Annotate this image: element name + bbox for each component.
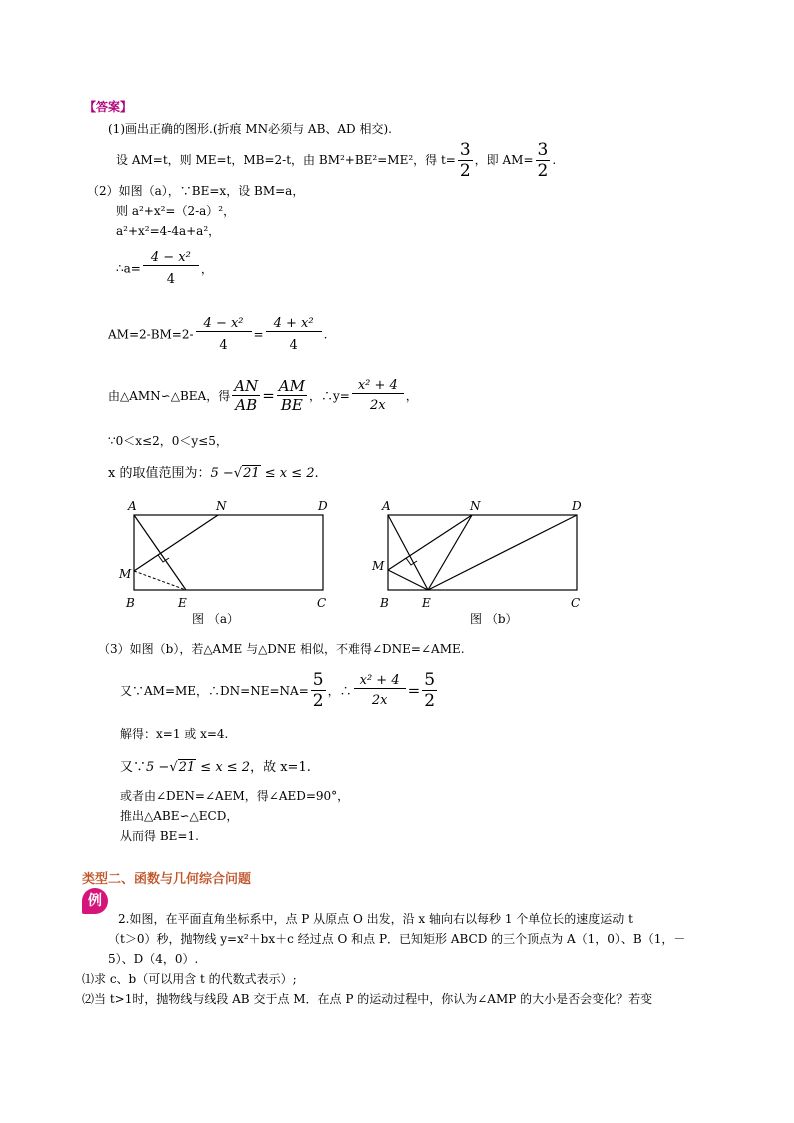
part1-line2 (116, 140, 556, 181)
similar-prefix: 由△AMN∽△BEA，得 (108, 389, 231, 403)
am-fraction-1 (196, 316, 252, 353)
part1-line2-end: . (552, 153, 557, 167)
eq-right-denominator: 2 (424, 691, 436, 711)
part2-line2: 则 a²+x²=（2-a）²， (116, 204, 236, 218)
am1-numerator: 4 − x² (203, 316, 244, 331)
am-fraction-2 (266, 316, 322, 353)
range-end: . (314, 466, 319, 481)
range-left: 5 − (210, 466, 234, 481)
fig-b-label-B: B (380, 596, 389, 610)
fig-a-label-E: E (178, 596, 187, 610)
part3-line4 (120, 756, 311, 775)
dn-numerator: 5 (312, 670, 324, 690)
fig-b-label-M: M (372, 559, 385, 573)
ratio2-numerator: AM (278, 377, 305, 395)
dn-prefix: 又∵AM=ME，∴DN=NE=NA= (120, 684, 309, 698)
example-line1: 2.如图，在平面直角坐标系中，点 P 从原点 O 出发，沿 x 轴向右以每秒 1 个单位长的速度运动 t (118, 912, 633, 926)
part1-line2-prefix: 设 AM=t，则 ME=t，MB=2-t，由 BM²+BE²=ME²，得 t= (116, 153, 456, 167)
therefore-eq: ，∴ (327, 684, 352, 698)
t-fraction (458, 140, 473, 181)
ratio2-denominator: BE (277, 395, 307, 414)
figure-b (364, 495, 594, 625)
part2-line6 (108, 377, 418, 414)
am-fraction (536, 140, 551, 181)
part3-line3: 解得：x=1 或 x=4. (120, 727, 229, 741)
eq-left-fraction (354, 673, 406, 708)
figure-a-caption: 图 （a） (192, 612, 239, 626)
fig-b-label-A: A (382, 499, 391, 513)
fig-b-label-N: N (470, 499, 481, 513)
example-question-2: ⑵当 t>1时，抛物线与线段 AB 交于点 M．在点 P 的运动过程中，你认为∠AMP 的大小是否会变化？若变 (82, 992, 653, 1006)
y-numerator: x² + 4 (357, 378, 398, 393)
fig-b-label-C: C (571, 596, 581, 610)
part2-line8 (108, 462, 319, 481)
a-prefix: ∴a= (116, 261, 141, 276)
example-line3: 5）、D（4，0）. (108, 952, 199, 966)
y-denominator: 2x (352, 393, 404, 413)
a-numerator: 4 − x² (150, 250, 191, 265)
part2-line4 (116, 250, 213, 287)
part3-line2 (120, 670, 439, 711)
l4-prefix: 又∵ (120, 760, 147, 775)
t-denominator: 2 (459, 161, 471, 181)
a-fraction (143, 250, 199, 287)
fig-a-label-C: C (317, 596, 327, 610)
ratio-an-ab (232, 377, 260, 414)
y-prefix: ，∴y= (308, 389, 350, 403)
a-denominator: 4 (143, 265, 199, 287)
l4-end: ，故 x=1. (250, 760, 311, 775)
part2-line5 (108, 316, 327, 353)
example-question-1: ⑴求 c、b（可以用含 t 的代数式表示）; (82, 972, 297, 986)
y-fraction (352, 378, 404, 413)
dn-fraction (311, 670, 326, 711)
part3-line7: 从而得 BE=1. (120, 829, 199, 843)
fig-a-label-B: B (126, 596, 135, 610)
eq-left-denominator: 2x (354, 688, 406, 708)
range-prefix: x 的取值范围为： (108, 466, 211, 481)
am2-numerator: 4 + x² (273, 316, 314, 331)
part3-line6: 推出△ABE∽△ECD， (120, 809, 239, 823)
l4-right: ≤ x ≤ 2 (200, 760, 251, 775)
example-line2: （t＞0）秒，抛物线 y=x²＋bx＋c 经过点 O 和点 P．已知矩形 ABCD 的三个顶点为 A（1，0）、B（1，－ (108, 932, 686, 946)
ratio1-denominator: AB (232, 395, 260, 414)
am1-denominator: 4 (196, 331, 252, 353)
am-equals: = (253, 327, 264, 342)
y-end: ， (405, 389, 418, 403)
am2-denominator: 4 (266, 331, 322, 353)
figure-b-caption: 图 （b） (470, 612, 518, 626)
a-end: ， (200, 262, 213, 276)
l4-sqrt: 21 (178, 760, 196, 775)
fig-a-label-D: D (318, 499, 328, 513)
fig-a-label-N: N (216, 499, 227, 513)
am-numerator: 3 (537, 140, 549, 160)
fig-b-label-E: E (422, 596, 431, 610)
part3-line1: （3）如图（b），若△AME 与△DNE 相似，不难得∠DNE=∠AME. (98, 642, 465, 656)
example-badge: 例 (82, 888, 108, 914)
range-sqrt: 21 (243, 466, 260, 481)
part2-line3: a²+x²=4-4a+a²， (116, 224, 221, 238)
sqrt-symbol: √ (233, 466, 243, 481)
fig-a-label-A: A (128, 499, 137, 513)
part2-line1: （2）如图（a），∵BE=x，设 BM=a， (87, 184, 305, 198)
l4-left: 5 − (146, 760, 170, 775)
fig-b-label-D: D (572, 499, 582, 513)
eq-right-numerator: 5 (424, 670, 436, 690)
answer-label: 【答案】 (84, 100, 133, 114)
part1-line2-mid: ，即 AM= (474, 153, 534, 167)
range-right: ≤ x ≤ 2 (264, 466, 315, 481)
am-denominator: 2 (537, 161, 549, 181)
part2-line7: ∵0＜x≤2，0＜y≤5， (108, 434, 228, 448)
eq-right-fraction (422, 670, 437, 711)
ratio-am-be (277, 377, 307, 414)
ratio1-numerator: AN (234, 377, 259, 395)
l4-sqrt-symbol: √ (169, 760, 178, 775)
eq-left-numerator: x² + 4 (359, 673, 400, 688)
fig-a-label-M: M (119, 567, 132, 581)
dn-denominator: 2 (312, 691, 324, 711)
t-numerator: 3 (459, 140, 471, 160)
section-title: 类型二、函数与几何综合问题 (82, 872, 252, 887)
eq-sign: = (407, 681, 421, 700)
ratio-equals: = (262, 386, 275, 405)
part3-line5: 或者由∠DEN=∠AEM，得∠AED=90°， (120, 789, 350, 803)
am-prefix: AM=2-BM=2- (108, 327, 194, 342)
figure-a (110, 495, 340, 625)
part1-line1: (1)画出正确的图形.(折痕 MN必须与 AB、AD 相交). (108, 122, 392, 136)
am-end: . (323, 327, 328, 342)
